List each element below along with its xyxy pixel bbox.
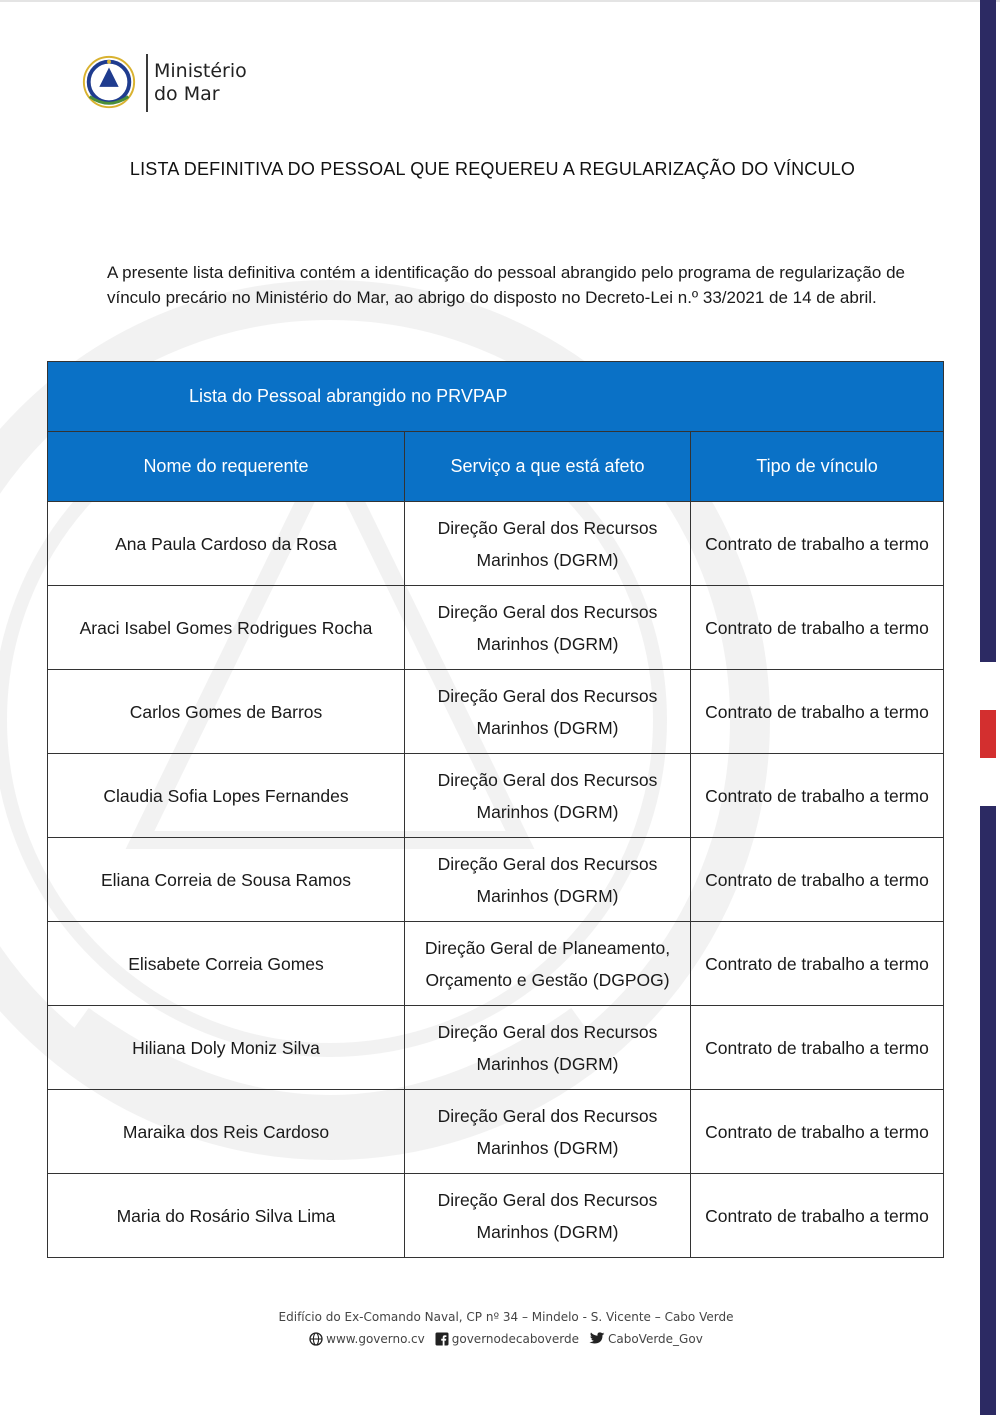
twitter-icon — [589, 1332, 605, 1346]
twitter-link[interactable]: CaboVerde_Gov — [607, 1332, 703, 1346]
globe-icon — [309, 1332, 323, 1346]
top-border — [0, 0, 1000, 2]
national-seal-icon — [80, 54, 138, 112]
table-caption-row — [48, 362, 944, 432]
cell-name: Eliana Correia de Sousa Ramos — [48, 838, 405, 922]
cell-name: Maraika dos Reis Cardoso — [48, 1090, 405, 1174]
cell-service: Direção Geral dos Recursos Marinhos (DGRM) — [405, 1090, 691, 1174]
logo-line-2: do Mar — [154, 83, 220, 105]
cell-type: Contrato de trabalho a termo — [691, 754, 944, 838]
footer-facebook[interactable] — [435, 1330, 579, 1348]
cell-service: Direção Geral dos Recursos Marinhos (DGRM) — [405, 1174, 691, 1258]
side-bar-accent — [980, 710, 996, 758]
ministry-logo — [80, 54, 247, 112]
header-type: Tipo de vínculo — [691, 432, 944, 502]
logo-text — [154, 60, 247, 106]
header-service: Serviço a que está afeto — [405, 432, 691, 502]
website-link[interactable]: www.governo.cv — [326, 1332, 425, 1346]
facebook-link[interactable]: governodecaboverde — [451, 1332, 579, 1346]
table-row — [48, 1090, 944, 1174]
personnel-table — [47, 361, 944, 1258]
cell-service: Direção Geral dos Recursos Marinhos (DGRM) — [405, 1006, 691, 1090]
cell-type: Contrato de trabalho a termo — [691, 1006, 944, 1090]
cell-type: Contrato de trabalho a termo — [691, 502, 944, 586]
table-caption: Lista do Pessoal abrangido no PRVPAP — [48, 362, 944, 432]
cell-service: Direção Geral de Planeamento, Orçamento e Gestão (DGPOG) — [405, 922, 691, 1006]
cell-type: Contrato de trabalho a termo — [691, 1174, 944, 1258]
table-row — [48, 838, 944, 922]
cell-name: Ana Paula Cardoso da Rosa — [48, 502, 405, 586]
footer-address: Edifício do Ex-Comando Naval, CP nº 34 – Mindelo - S. Vicente – Cabo Verde — [278, 1310, 734, 1324]
cell-type: Contrato de trabalho a termo — [691, 586, 944, 670]
footer-twitter[interactable] — [589, 1330, 703, 1348]
cell-name: Hiliana Doly Moniz Silva — [48, 1006, 405, 1090]
cell-name: Elisabete Correia Gomes — [48, 922, 405, 1006]
cell-name: Carlos Gomes de Barros — [48, 670, 405, 754]
cell-service: Direção Geral dos Recursos Marinhos (DGRM) — [405, 586, 691, 670]
page-footer — [0, 1308, 1000, 1348]
cell-service: Direção Geral dos Recursos Marinhos (DGRM) — [405, 838, 691, 922]
table-row — [48, 1174, 944, 1258]
table-row — [48, 754, 944, 838]
table-row — [48, 502, 944, 586]
side-bar-top — [980, 0, 996, 662]
table-row — [48, 922, 944, 1006]
document-title: LISTA DEFINITIVA DO PESSOAL QUE REQUEREU A REGULARIZAÇÃO DO VÍNCULO — [129, 159, 856, 179]
footer-links — [0, 1330, 1000, 1348]
table-row — [48, 670, 944, 754]
cell-type: Contrato de trabalho a termo — [691, 1090, 944, 1174]
facebook-icon — [435, 1332, 449, 1346]
logo-divider — [146, 54, 148, 112]
header-name: Nome do requerente — [48, 432, 405, 502]
cell-service: Direção Geral dos Recursos Marinhos (DGRM) — [405, 754, 691, 838]
cell-name: Maria do Rosário Silva Lima — [48, 1174, 405, 1258]
cell-type: Contrato de trabalho a termo — [691, 922, 944, 1006]
cell-type: Contrato de trabalho a termo — [691, 838, 944, 922]
intro-paragraph: A presente lista definitiva contém a identificação do pessoal abrangido pelo programa de regularização de vínculo precário no Ministério do Mar, ao abrigo do disposto no Decreto-Lei n.º 33/2021 de 14 de abril. — [107, 263, 905, 307]
footer-website[interactable] — [309, 1330, 425, 1348]
table-header-row — [48, 432, 944, 502]
table-row — [48, 1006, 944, 1090]
table-row — [48, 586, 944, 670]
logo-line-1: Ministério — [154, 60, 247, 82]
cell-service: Direção Geral dos Recursos Marinhos (DGRM) — [405, 502, 691, 586]
cell-service: Direção Geral dos Recursos Marinhos (DGRM) — [405, 670, 691, 754]
cell-type: Contrato de trabalho a termo — [691, 670, 944, 754]
cell-name: Araci Isabel Gomes Rodrigues Rocha — [48, 586, 405, 670]
cell-name: Claudia Sofia Lopes Fernandes — [48, 754, 405, 838]
